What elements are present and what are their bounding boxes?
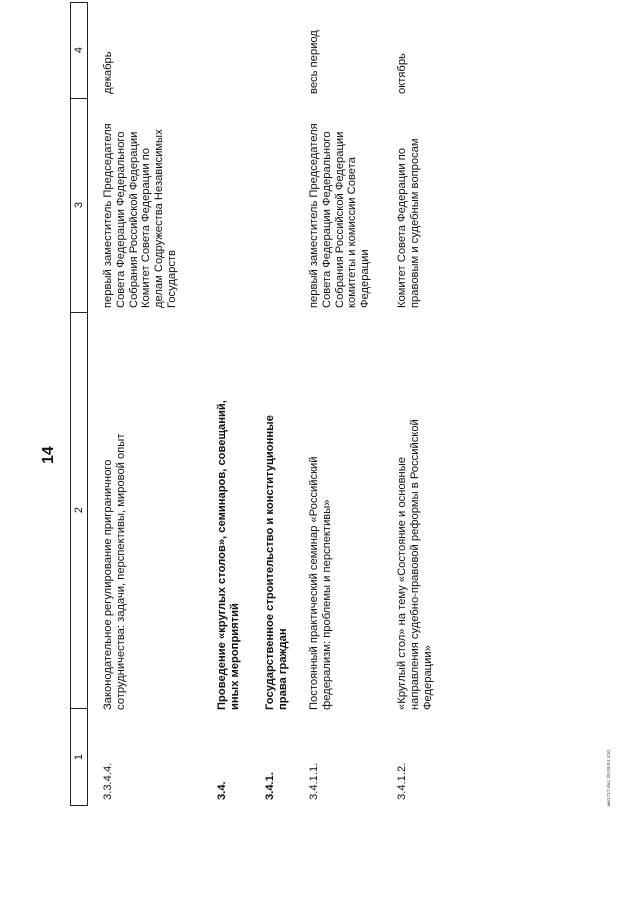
- row-code: 3.4.: [216, 781, 228, 800]
- row-title: «Круглый стол» на тему «Состояние и основные направления судебно-правовой реформы в Российской Федерации»: [396, 419, 434, 710]
- row-code: 3.4.1.2.: [396, 762, 408, 800]
- header-col-1: 1: [73, 753, 85, 761]
- header-col-4: 4: [71, 2, 87, 99]
- row-period: октябрь: [396, 53, 408, 94]
- footer-note: мв1717.doc 29.09.01 310: [606, 749, 611, 806]
- header-col-2: 2: [71, 312, 87, 709]
- row-responsible: Комитет Совета Федерации по правовым и судебным вопросам: [396, 138, 421, 308]
- row-title: Государственное строительство и конституционные права граждан: [264, 415, 289, 710]
- row-code: 3.4.1.1.: [308, 762, 320, 800]
- row-responsible: первый заместитель Председателя Совета Федерации Федерального Собрания Российской Федерации комитеты и комиссии Совета Федерации: [308, 123, 372, 308]
- page-number: 14: [40, 446, 57, 464]
- row-code: 3.3.4.4.: [102, 762, 114, 800]
- header-col-3: 3: [71, 98, 87, 313]
- row-title: Проведение «круглых столов», семинаров, совещаний, иных мероприятий: [216, 400, 241, 710]
- row-title: Законодательное регулирование приграничного сотрудничества: задачи, перспективы, мировой опыт: [102, 433, 127, 710]
- table-header: [70, 2, 88, 806]
- row-code: 3.4.1.: [264, 772, 276, 800]
- row-title: Постоянный практический семинар «Российский федерализм: проблемы и перспективы»: [308, 456, 333, 710]
- row-period: весь период: [308, 30, 320, 94]
- row-period: декабрь: [102, 51, 114, 94]
- row-responsible: первый заместитель Председателя Совета Федерации Федерального Собрания Российской Федерации Комитет Совета Федерации по делам Содружества Независимых Государств: [102, 123, 178, 308]
